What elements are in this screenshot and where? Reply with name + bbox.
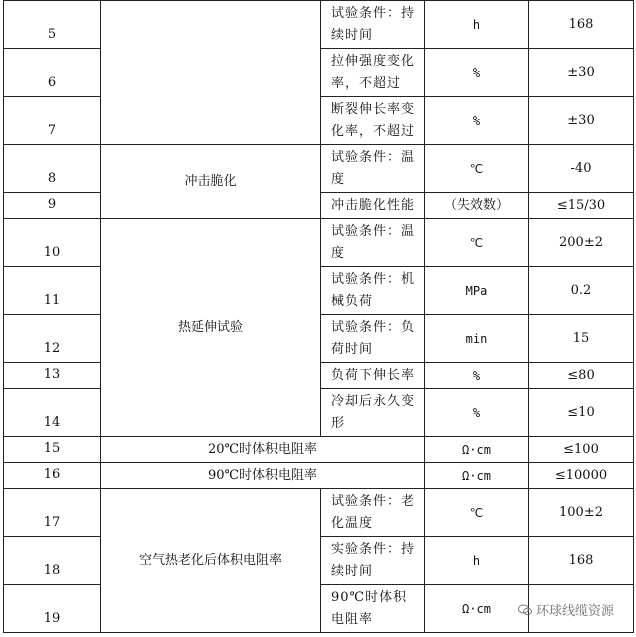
table-row [4, 1, 634, 49]
condition-cell: 试验条件：温度 [321, 219, 425, 267]
value-cell: 168 [529, 537, 634, 585]
test-item-cell: 空气热老化后体积电阻率 [101, 489, 321, 633]
value-cell: 200±2 [529, 219, 634, 267]
watermark-text: 环球线缆资源 [535, 604, 614, 619]
property-cell: 20℃时体积电阻率 [101, 437, 425, 463]
unit-cell: Ω·cm [425, 585, 529, 633]
value-cell: ±30 [529, 49, 634, 97]
condition-cell: 冷却后永久变形 [321, 389, 425, 437]
condition-cell: 断裂伸长率变化率，不超过 [321, 97, 425, 145]
spec-table [3, 0, 634, 633]
unit-cell: % [425, 389, 529, 437]
row-number: 18 [4, 537, 101, 585]
row-number: 15 [4, 437, 101, 463]
unit-cell: Ω·cm [425, 437, 529, 463]
row-number: 14 [4, 389, 101, 437]
condition-cell: 冲击脆化性能 [321, 193, 425, 219]
unit-cell: ℃ [425, 219, 529, 267]
value-cell: 168 [529, 1, 634, 49]
condition-cell: 负荷下伸长率 [321, 363, 425, 389]
watermark [518, 600, 614, 619]
unit-cell: MPa [425, 267, 529, 315]
condition-cell: 试验条件：机械负荷 [321, 267, 425, 315]
unit-cell: h [425, 1, 529, 49]
condition-cell: 试验条件：负荷时间 [321, 315, 425, 363]
row-number: 9 [4, 193, 101, 219]
value-cell: 0.2 [529, 267, 634, 315]
value-cell: 15 [529, 315, 634, 363]
row-number: 8 [4, 145, 101, 193]
unit-cell: h [425, 537, 529, 585]
unit-cell: % [425, 49, 529, 97]
condition-cell: 试验条件：持续时间 [321, 1, 425, 49]
condition-cell: 拉伸强度变化率，不超过 [321, 49, 425, 97]
row-number: 7 [4, 97, 101, 145]
test-item-cell [101, 1, 321, 145]
row-number: 11 [4, 267, 101, 315]
row-number: 19 [4, 585, 101, 633]
unit-cell: % [425, 97, 529, 145]
condition-cell: 试验条件：温度 [321, 145, 425, 193]
value-cell: ≤10000 [529, 463, 634, 489]
row-number: 6 [4, 49, 101, 97]
row-number: 12 [4, 315, 101, 363]
table-row [4, 437, 634, 463]
value-cell: ≤100 [529, 437, 634, 463]
table-row [4, 145, 634, 193]
unit-cell: ℃ [425, 489, 529, 537]
table-row [4, 489, 634, 537]
condition-cell: 试验条件：老化温度 [321, 489, 425, 537]
condition-cell: 实验条件：持续时间 [321, 537, 425, 585]
row-number: 17 [4, 489, 101, 537]
row-number: 10 [4, 219, 101, 267]
table-row [4, 219, 634, 267]
property-cell: 90℃时体积电阻率 [101, 463, 425, 489]
unit-cell: min [425, 315, 529, 363]
row-number: 5 [4, 1, 101, 49]
value-cell: 100±2 [529, 489, 634, 537]
test-item-cell: 热延伸试验 [101, 219, 321, 437]
value-cell: ≤10 [529, 389, 634, 437]
table-row [4, 463, 634, 489]
condition-cell: 90℃时体积电阻率 [321, 585, 425, 633]
unit-cell: Ω·cm [425, 463, 529, 489]
unit-cell: % [425, 363, 529, 389]
test-item-cell: 冲击脆化 [101, 145, 321, 219]
unit-cell: ℃ [425, 145, 529, 193]
row-number: 16 [4, 463, 101, 489]
row-number: 13 [4, 363, 101, 389]
value-cell: ±30 [529, 97, 634, 145]
wechat-icon [518, 604, 532, 616]
value-cell: -40 [529, 145, 634, 193]
unit-cell: （失效数） [425, 193, 529, 219]
value-cell: ≤80 [529, 363, 634, 389]
value-cell: ≤15/30 [529, 193, 634, 219]
